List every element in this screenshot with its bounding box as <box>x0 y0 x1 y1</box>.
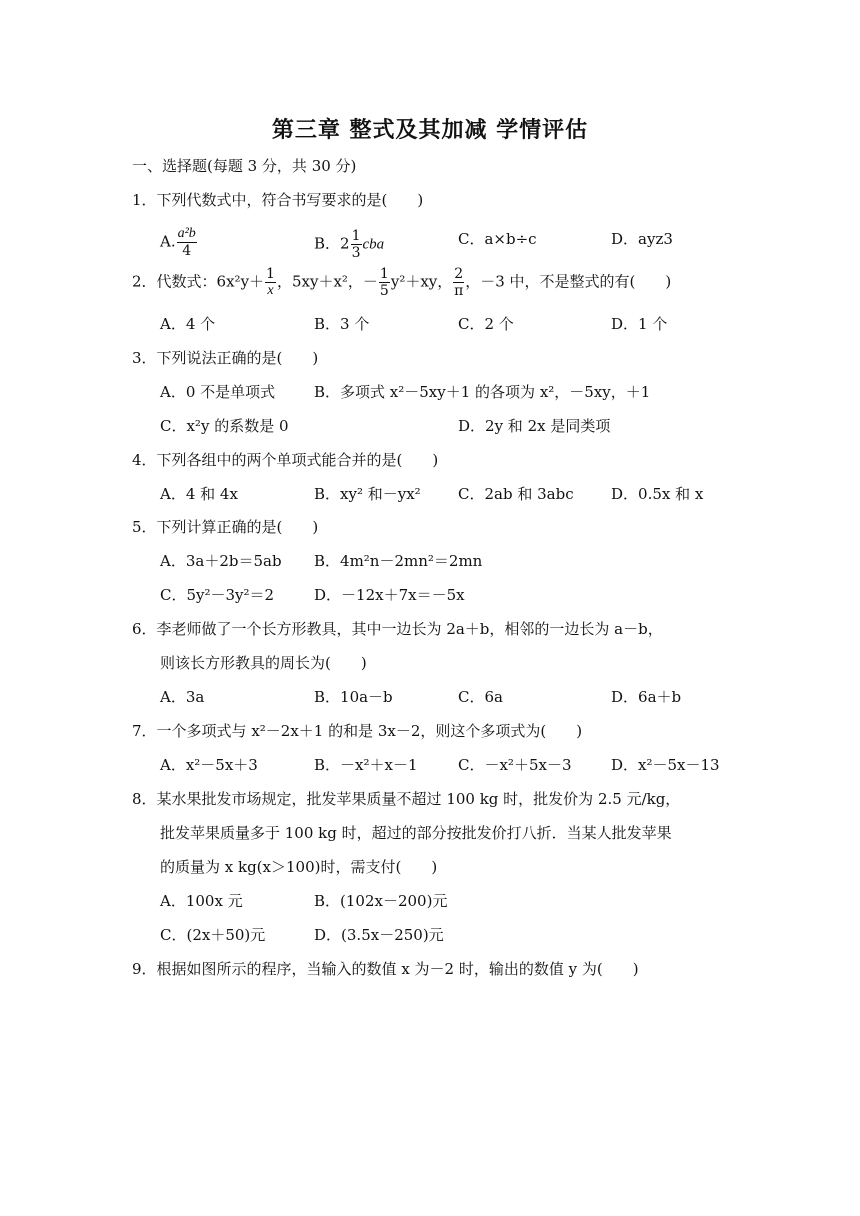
question-number: 2． <box>132 272 157 291</box>
option-b: B．4m²n－2mn²＝2mn <box>314 552 483 570</box>
option-d: D．0.5x 和 x <box>611 485 704 503</box>
question-4 <box>132 450 438 470</box>
question-stem: 李老师做了一个长方形教具，其中一边长为 2a＋b，相邻的一边长为 a－b， <box>156 620 663 638</box>
option-a: A．4 和 4x <box>160 485 238 503</box>
question-8 <box>132 789 680 809</box>
option-d: D．ayz3 <box>611 230 673 248</box>
section-heading: 一、选择题(每题 3 分，共 30 分) <box>132 157 357 175</box>
option-a: A．100x 元 <box>160 892 243 910</box>
option-c: C．5y²－3y²＝2 <box>160 586 275 604</box>
option-c: C．2 个 <box>458 315 514 333</box>
fraction: $\frac{1}{5}$ <box>379 266 389 299</box>
option-d: D．－12x＋7x＝－5x <box>314 586 465 604</box>
question-number: 7． <box>132 722 157 740</box>
option-c: C．a×b÷c <box>458 230 537 248</box>
question-stem: 根据如图所示的程序，当输入的数值 x 为－2 时，输出的数值 y 为( ) <box>156 960 639 978</box>
question-7 <box>132 721 582 741</box>
question-number: 6． <box>132 620 157 638</box>
question-stem: 下列计算正确的是( ) <box>156 518 319 536</box>
option-a: A．3a＋2b＝5ab <box>160 552 282 570</box>
option-b: B．xy² 和－yx² <box>314 485 421 503</box>
option-b: B．－x²＋x－1 <box>314 756 418 774</box>
option-c: C．6a <box>458 688 503 706</box>
question-stem: 某水果批发市场规定，批发苹果质量不超过 100 kg 时，批发价为 2.5 元/kg， <box>156 790 681 808</box>
question-8-continued: 批发苹果质量多于 100 kg 时，超过的部分按批发价打八折．当某人批发苹果 <box>160 824 672 842</box>
option-d: D．(3.5x－250)元 <box>314 926 444 944</box>
option-c: C．(2x＋50)元 <box>160 926 266 944</box>
question-6 <box>132 619 663 639</box>
option-a: A. $\frac{\text{a²b}}{4}$ <box>160 226 196 259</box>
option-b: B．2 $\frac{1}{3}$ cba <box>314 228 385 261</box>
question-stem: 下列各组中的两个单项式能合并的是( ) <box>156 451 439 469</box>
option-d: D．6a＋b <box>611 688 682 706</box>
question-1 <box>132 190 423 210</box>
question-stem: 一个多项式与 x²－2x＋1 的和是 3x－2，则这个多项式为( ) <box>156 722 583 740</box>
question-3 <box>132 348 318 368</box>
question-stem: 下列代数式中，符合书写要求的是( ) <box>156 191 424 209</box>
option-c: C．x²y 的系数是 0 <box>160 417 289 435</box>
question-8-continued: 的质量为 x kg(x＞100)时，需支付( ) <box>160 858 438 876</box>
fraction: $\frac{2}{\pi}$ <box>454 266 464 299</box>
option-a: A．x²－5x＋3 <box>160 756 258 774</box>
page-title: 第三章 整式及其加减 学情评估 <box>271 118 589 143</box>
question-number: 5． <box>132 518 157 536</box>
option-b: B．3 个 <box>314 315 370 333</box>
option-c: C．－x²＋5x－3 <box>458 756 572 774</box>
fraction: $\frac{1}{x}$ <box>266 266 275 298</box>
option-d: D．1 个 <box>611 315 668 333</box>
fraction: $\frac{\text{a²b}}{4}$ <box>177 226 196 259</box>
option-b: B．10a－b <box>314 688 393 706</box>
question-stem: 下列说法正确的是( ) <box>156 349 319 367</box>
option-d: D．x²－5x－13 <box>611 756 720 774</box>
option-d: D．2y 和 2x 是同类项 <box>458 417 611 435</box>
question-number: 1． <box>132 191 157 209</box>
option-b: B．多项式 x²－5xy＋1 的各项为 x²，－5xy，＋1 <box>314 383 651 401</box>
question-5 <box>132 517 318 537</box>
question-number: 3． <box>132 349 157 367</box>
question-number: 4． <box>132 451 157 469</box>
question-9 <box>132 959 639 979</box>
question-6-continued: 则该长方形教具的周长为( ) <box>160 654 367 672</box>
option-a: A．4 个 <box>160 315 216 333</box>
option-c: C．2ab 和 3abc <box>458 485 574 503</box>
option-a: A．3a <box>160 688 205 706</box>
option-a: A．0 不是单项式 <box>160 383 276 401</box>
question-number: 8． <box>132 790 157 808</box>
question-2: 2．代数式：6x²y＋ $\frac{1}{x}$ ，5xy＋x²，－ $\frac{1}{5}$ y²＋xy， $\frac{2}{\pi}$ ，－3 中，不是整式的有( ) <box>132 266 672 299</box>
question-number: 9． <box>132 960 157 978</box>
option-b: B．(102x－200)元 <box>314 892 448 910</box>
fraction: $\frac{1}{3}$ <box>351 228 361 261</box>
